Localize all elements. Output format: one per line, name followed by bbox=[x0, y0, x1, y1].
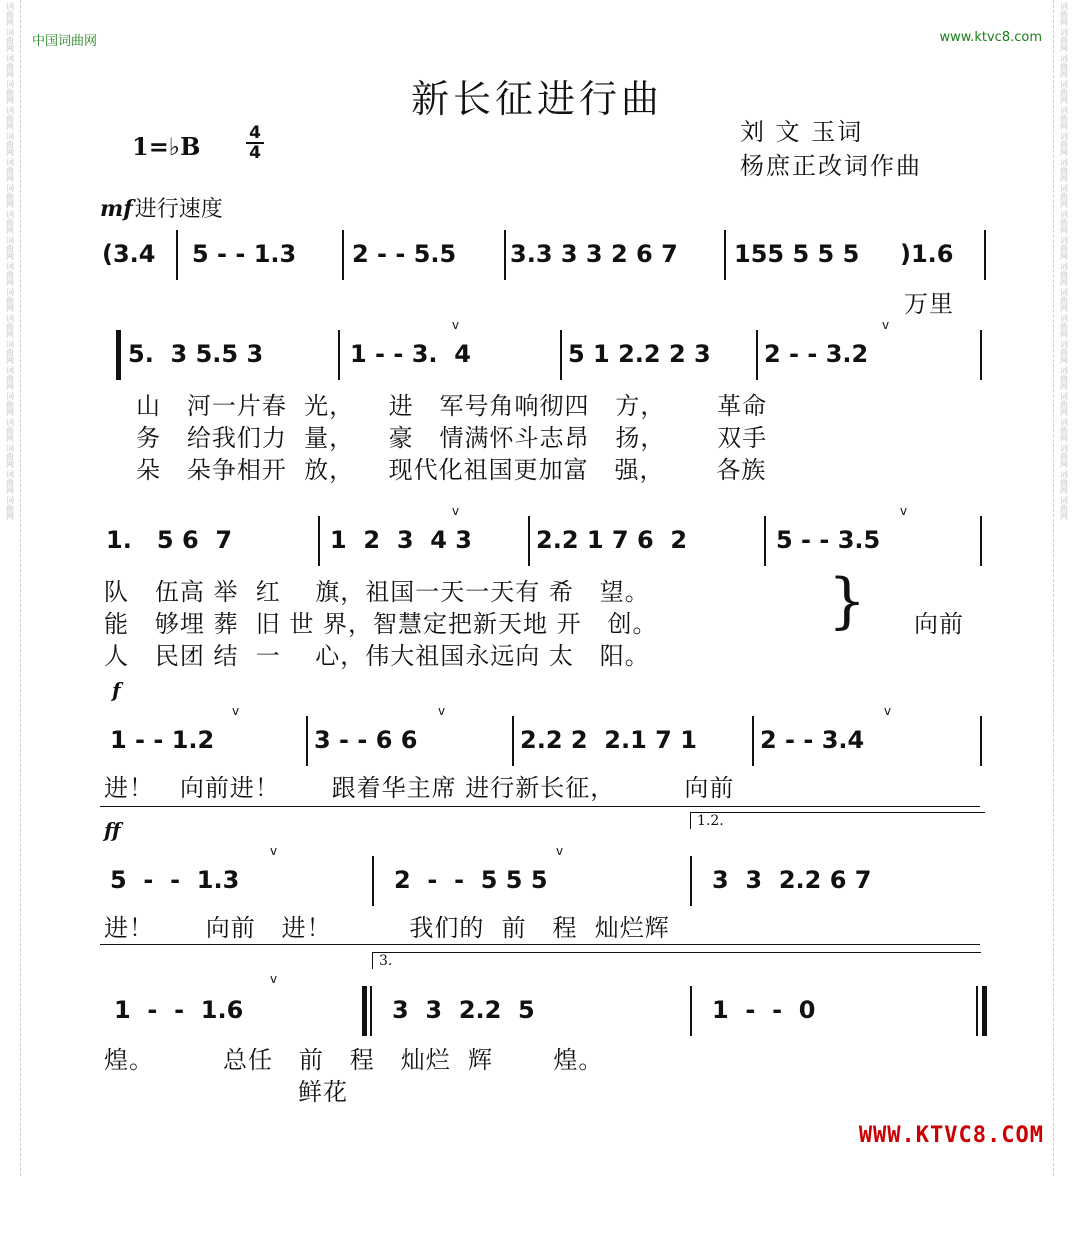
side-text: 词曲网 bbox=[5, 210, 15, 234]
barline bbox=[338, 330, 340, 380]
side-text: 词曲网 bbox=[5, 392, 15, 416]
side-text: 词曲网 bbox=[1059, 262, 1069, 286]
measure-segment: 2 - - 5 5 5 bbox=[394, 866, 548, 894]
side-text: 词曲网 bbox=[5, 470, 15, 494]
time-top: 4 bbox=[249, 123, 261, 143]
lyric-verse-2: 能 够埋 葬 旧 世 界，智慧定把新天地 开 创。 bbox=[104, 610, 658, 638]
breath-mark: v bbox=[270, 972, 278, 986]
lyric-line-alt: 鲜花 bbox=[298, 1078, 348, 1106]
side-text: 词曲网 bbox=[1059, 106, 1069, 130]
side-text: 词曲网 bbox=[1059, 236, 1069, 260]
notation-system-4 bbox=[100, 712, 990, 772]
system-separator bbox=[100, 806, 980, 807]
tempo-marking bbox=[100, 192, 223, 223]
watermark-logo: WWW.KTVC8.COM bbox=[858, 1123, 1044, 1148]
measure-segment: (3.4 bbox=[102, 240, 156, 268]
measure-segment: 5 - - 1.3 bbox=[110, 866, 240, 894]
time-bottom: 4 bbox=[249, 143, 261, 163]
breath-mark: v bbox=[882, 318, 890, 332]
side-text: 词曲网 bbox=[5, 366, 15, 390]
verse-brace: } bbox=[828, 566, 867, 636]
side-text: 词曲网 bbox=[5, 184, 15, 208]
measure-segment: 2.2 2 2.1 7 1 bbox=[520, 726, 697, 754]
measure-segment: 1 - - 1.2 bbox=[110, 726, 215, 754]
tempo-text: 进行速度 bbox=[134, 197, 223, 222]
barline bbox=[690, 986, 692, 1036]
dynamic-mf: mf bbox=[100, 196, 133, 222]
barline bbox=[724, 230, 726, 280]
notation-system-5 bbox=[100, 852, 990, 912]
side-text: 词曲网 bbox=[5, 444, 15, 468]
lyric-verse-3: 朵 朵争相开 放， 现代化祖国更加富 强， 各族 bbox=[136, 456, 767, 484]
measure-segment: 2.2 1 7 6 2 bbox=[536, 526, 688, 554]
dynamic-f: f bbox=[112, 678, 121, 702]
measure-segment: 1 - - 1.6 bbox=[114, 996, 244, 1024]
right-margin-strip bbox=[1053, 0, 1074, 1176]
breath-mark: v bbox=[884, 704, 892, 718]
lyric-verse-1: 山 河一片春 光， 进 军号角响彻四 方， 革命 bbox=[136, 392, 768, 420]
system-separator bbox=[100, 944, 980, 945]
measure-segment: 5 - - 3.5 bbox=[776, 526, 881, 554]
barline bbox=[752, 716, 754, 766]
barline bbox=[370, 986, 372, 1036]
barline bbox=[980, 330, 982, 380]
side-text: 词曲网 bbox=[5, 54, 15, 78]
side-text: 词曲网 bbox=[1059, 132, 1069, 156]
measure-segment: 1. 5 6 7 bbox=[106, 526, 233, 554]
breath-mark: v bbox=[232, 704, 240, 718]
side-text: 词曲网 bbox=[5, 106, 15, 130]
barline bbox=[976, 986, 978, 1036]
side-text: 词曲网 bbox=[1059, 340, 1069, 364]
volta-bracket-3: 3. bbox=[372, 952, 981, 969]
breath-mark: v bbox=[452, 504, 460, 518]
lyric-verse-1: 队 伍高 举 红 旗，祖国一天一天有 希 望。 bbox=[104, 578, 650, 606]
side-text: 词曲网 bbox=[5, 340, 15, 364]
side-text: 词曲网 bbox=[1059, 314, 1069, 338]
site-name-left[interactable]: 中国词曲网 bbox=[32, 34, 98, 49]
pickup-lyric: 万里 bbox=[904, 290, 954, 318]
lyric-line: 进！ 向前 进！ 我们的 前 程 灿烂辉 bbox=[104, 914, 670, 942]
side-text: 词曲网 bbox=[5, 158, 15, 182]
side-text: 词曲网 bbox=[1059, 444, 1069, 468]
side-text: 词曲网 bbox=[1059, 54, 1069, 78]
measure-segment: 5 1 2.2 2 3 bbox=[568, 340, 711, 368]
after-brace-lyric: 向前 bbox=[914, 610, 964, 638]
notation-system-1 bbox=[100, 226, 990, 286]
barline bbox=[176, 230, 178, 280]
barline bbox=[512, 716, 514, 766]
notation-system-2 bbox=[100, 326, 990, 386]
measure-segment: 3 3 2.2 6 7 bbox=[712, 866, 872, 894]
measure-segment: 2 - - 3.2 bbox=[764, 340, 869, 368]
lyric-verse-2: 务 给我们力 量， 豪 情满怀斗志昂 扬， 双手 bbox=[136, 424, 768, 452]
side-text: 词曲网 bbox=[5, 418, 15, 442]
side-text: 词曲网 bbox=[1059, 418, 1069, 442]
volta-bracket-1-2: 1.2. bbox=[690, 812, 985, 829]
lyric-line: 进！ 向前进！ 跟着华主席 进行新长征， 向前 bbox=[104, 774, 735, 802]
side-text: 词曲网 bbox=[5, 496, 15, 520]
breath-mark: v bbox=[900, 504, 908, 518]
breath-mark: v bbox=[556, 844, 564, 858]
side-text: 词曲网 bbox=[1059, 288, 1069, 312]
dynamic-ff: ff bbox=[104, 818, 121, 842]
side-text: 词曲网 bbox=[5, 314, 15, 338]
barline bbox=[306, 716, 308, 766]
measure-segment: 2 - - 3.4 bbox=[760, 726, 865, 754]
song-title: 新长征进行曲 bbox=[410, 77, 663, 121]
lyricist-credit: 刘 文 玉词 bbox=[740, 118, 864, 146]
site-url-right[interactable]: www.ktvc8.com bbox=[939, 30, 1042, 45]
side-text: 词曲网 bbox=[1059, 28, 1069, 52]
final-barline bbox=[982, 986, 987, 1036]
notation-system-6 bbox=[100, 982, 990, 1042]
side-text: 词曲网 bbox=[5, 288, 15, 312]
barline bbox=[984, 230, 986, 280]
side-text: 词曲网 bbox=[5, 236, 15, 260]
barline bbox=[756, 330, 758, 380]
side-text: 词曲网 bbox=[1059, 366, 1069, 390]
notation-system-3 bbox=[100, 512, 990, 572]
repeat-start-barline bbox=[116, 330, 121, 380]
breath-mark: v bbox=[270, 844, 278, 858]
side-text: 词曲网 bbox=[1059, 470, 1069, 494]
measure-segment: 1 - - 3. 4 bbox=[350, 340, 471, 368]
left-margin-strip bbox=[0, 0, 21, 1176]
barline bbox=[504, 230, 506, 280]
side-text: 词曲网 bbox=[5, 132, 15, 156]
breath-mark: v bbox=[452, 318, 460, 332]
lyric-line: 煌。 总任 前 程 灿烂 辉 煌。 bbox=[104, 1046, 604, 1074]
measure-segment: 5. 3 5.5 3 bbox=[128, 340, 264, 368]
side-text: 词曲网 bbox=[5, 262, 15, 286]
barline bbox=[560, 330, 562, 380]
barline bbox=[528, 516, 530, 566]
barline bbox=[318, 516, 320, 566]
time-signature bbox=[246, 124, 264, 162]
measure-segment: 155 5 5 5 bbox=[734, 240, 860, 268]
side-text: 词曲网 bbox=[5, 28, 15, 52]
side-text: 词曲网 bbox=[5, 80, 15, 104]
side-text: 词曲网 bbox=[1059, 184, 1069, 208]
side-text: 词曲网 bbox=[5, 2, 15, 26]
side-text: 词曲网 bbox=[1059, 158, 1069, 182]
measure-segment: 3.3 3 3 2 6 7 bbox=[510, 240, 678, 268]
measure-segment: 5 - - 1.3 bbox=[192, 240, 297, 268]
measure-segment: 1 - - 0 bbox=[712, 996, 816, 1024]
barline bbox=[690, 856, 692, 906]
barline bbox=[764, 516, 766, 566]
measure-segment: 3 - - 6 6 bbox=[314, 726, 418, 754]
side-text: 词曲网 bbox=[1059, 496, 1069, 520]
barline bbox=[980, 516, 982, 566]
measure-segment: 2 - - 5.5 bbox=[352, 240, 457, 268]
barline bbox=[372, 856, 374, 906]
measure-segment: )1.6 bbox=[900, 240, 954, 268]
lyric-verse-3: 人 民团 结 一 心，伟大祖国永远向 太 阳。 bbox=[104, 642, 650, 670]
barline bbox=[342, 230, 344, 280]
side-text: 词曲网 bbox=[1059, 80, 1069, 104]
side-text: 词曲网 bbox=[1059, 392, 1069, 416]
composer-credit: 杨庶正改词作曲 bbox=[740, 152, 922, 180]
repeat-end-barline bbox=[362, 986, 367, 1036]
measure-segment: 1 2 3 4 3 bbox=[330, 526, 472, 554]
key-signature: 1=♭B bbox=[132, 132, 201, 161]
barline bbox=[980, 716, 982, 766]
breath-mark: v bbox=[438, 704, 446, 718]
side-text: 词曲网 bbox=[1059, 210, 1069, 234]
measure-segment: 3 3 2.2 5 bbox=[392, 996, 535, 1024]
side-text: 词曲网 bbox=[1059, 2, 1069, 26]
